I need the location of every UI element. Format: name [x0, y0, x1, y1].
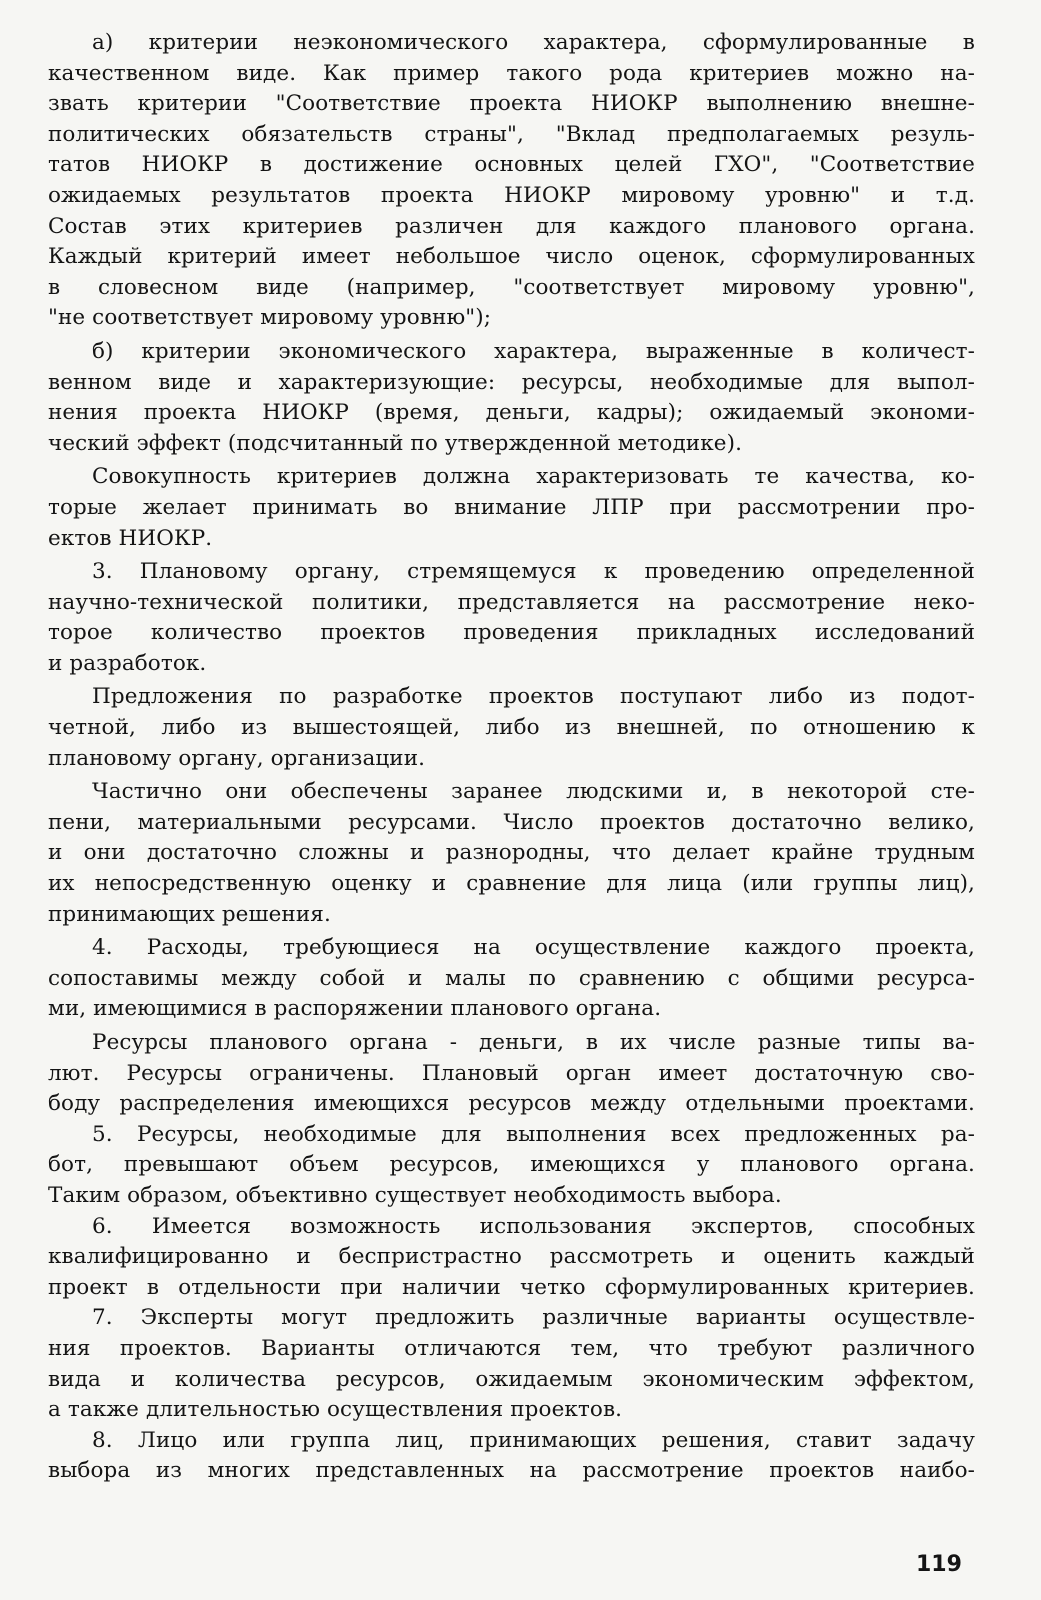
- text-line: 5. Ресурсы, необходимые для выполнения всех предложенных ра-: [92, 1121, 975, 1147]
- text-line: Ресурсы планового органа - деньги, в их числе разные типы ва-: [92, 1030, 975, 1055]
- text-line: 7. Эксперты могут предложить различные варианты осуществле-: [92, 1305, 975, 1331]
- text-line: квалифицированно и беспристрастно рассмотреть и оценить каждый: [48, 1244, 975, 1270]
- text-line: торые желает принимать во внимание ЛПР при рассмотрении про-: [48, 494, 975, 520]
- text-line: научно-технической политики, представляется на рассмотрение неко-: [48, 589, 975, 615]
- text-line: 4. Расходы, требующиеся на осуществление каждого проекта,: [92, 935, 975, 961]
- text-line: четной, либо из вышестоящей, либо из внешней, по отношению к: [48, 715, 975, 741]
- text-line: б) критерии экономического характера, выраженные в количест-: [92, 338, 975, 364]
- text-line: боду распределения имеющихся ресурсов между отдельными проектами.: [48, 1091, 975, 1117]
- text-line: ческий эффект (подсчитанный по утвержденной методике).: [48, 430, 743, 456]
- text-line: сопоставимы между собой и малы по сравнению с общими ресурса-: [48, 965, 975, 991]
- text-line: Таким образом, объективно существует необходимость выбора.: [48, 1182, 782, 1208]
- text-line: Совокупность критериев должна характеризовать те качества, ко-: [92, 464, 975, 490]
- text-line: Каждый критерий имеет небольшое число оценок, сформулированных: [48, 244, 975, 270]
- text-line: принимающих решения.: [48, 901, 331, 927]
- text-line: Частично они обеспечены заранее людскими и, в некоторой сте-: [92, 779, 975, 805]
- text-line: а также длительностью осуществления проектов.: [48, 1397, 623, 1423]
- text-line: "не соответствует мировому уровню");: [48, 305, 492, 331]
- text-line: Предложения по разработке проектов поступают либо из подот-: [92, 684, 975, 710]
- text-line: пени, материальными ресурсами. Число проектов достаточно велико,: [48, 809, 975, 835]
- text-line: выбора из многих представленных на рассмотрение проектов наибо-: [48, 1458, 975, 1484]
- text-line: лют. Ресурсы ограничены. Плановый орган имеет достаточную сво-: [48, 1060, 975, 1086]
- text-line: и они достаточно сложны и разнородны, что делает крайне трудным: [48, 840, 975, 866]
- text-line: 3. Плановому органу, стремящемуся к проведению определенной: [92, 559, 975, 585]
- text-line: ми, имеющимися в распоряжении планового органа.: [48, 996, 662, 1022]
- text-line: ожидаемых результатов проекта НИОКР мировому уровню" и т.д.: [48, 182, 975, 208]
- text-line: и разработок.: [48, 650, 207, 676]
- text-line: звать критерии "Соответствие проекта НИОКР выполнению внешне-: [48, 91, 975, 117]
- text-line: политических обязательств страны", "Вклад предполагаемых резуль-: [48, 121, 975, 147]
- text-line: венном виде и характеризующие: ресурсы, необходимые для выпол-: [48, 369, 975, 395]
- text-line: а) критерии неэкономического характера, сформулированные в: [92, 30, 975, 55]
- text-line: качественном виде. Как пример такого рода критериев можно на-: [48, 60, 975, 86]
- text-line: бот, превышают объем ресурсов, имеющихся у планового органа.: [48, 1152, 975, 1178]
- text-line: 6. Имеется возможность использования экспертов, способных: [92, 1213, 975, 1239]
- text-line: татов НИОКР в достижение основных целей ГХО", "Соответствие: [48, 152, 975, 178]
- page-number: 119: [916, 1552, 962, 1577]
- text-line: Состав этих критериев различен для каждого планового органа.: [48, 213, 975, 239]
- text-line: в словесном виде (например, "соответствует мировому уровню",: [48, 274, 975, 300]
- text-line: проект в отдельности при наличии четко сформулированных критериев.: [48, 1274, 975, 1300]
- text-line: ния проектов. Варианты отличаются тем, что требуют различного: [48, 1335, 975, 1361]
- text-line: торое количество проектов проведения прикладных исследований: [48, 620, 975, 646]
- text-line: их непосредственную оценку и сравнение для лица (или группы лиц),: [48, 871, 975, 897]
- body-text: [48, 28, 975, 1487]
- text-line: вида и количества ресурсов, ожидаемым экономическим эффектом,: [48, 1366, 975, 1392]
- text-line: плановому органу, организации.: [48, 745, 426, 771]
- text-line: нения проекта НИОКР (время, деньги, кадры); ожидаемый экономи-: [48, 400, 975, 426]
- text-line: 8. Лицо или группа лиц, принимающих решения, ставит задачу: [92, 1427, 975, 1453]
- text-line: ектов НИОКР.: [48, 525, 213, 551]
